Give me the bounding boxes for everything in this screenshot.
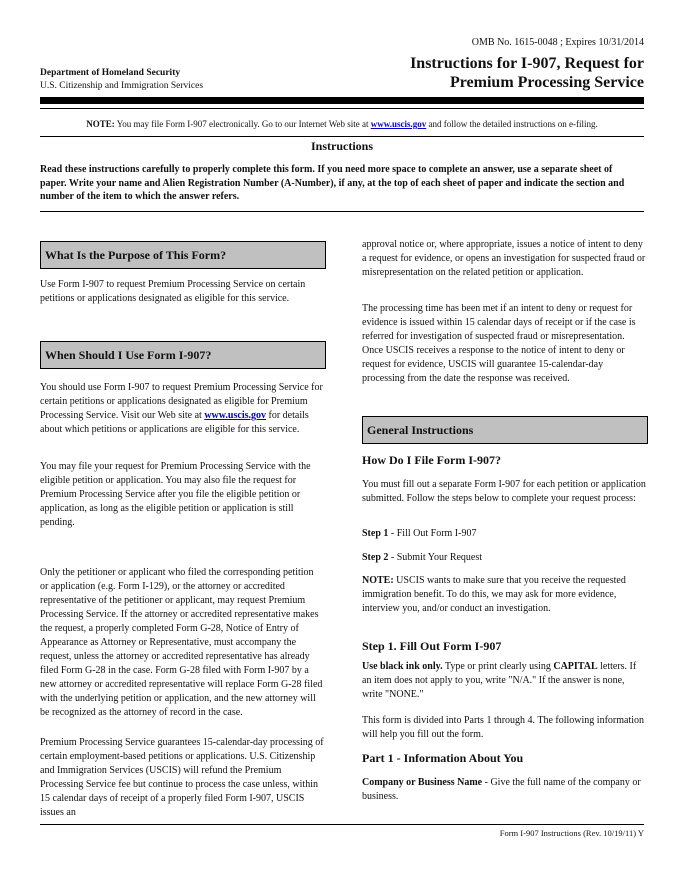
- step-1-heading: Step 1. Fill Out Form I-907: [362, 639, 502, 653]
- note-rule: [40, 136, 644, 137]
- text: CAPITAL: [553, 661, 598, 672]
- title-line-1: Instructions for I-907, Request for: [410, 55, 644, 72]
- agency-block: [40, 67, 203, 93]
- footer-form-revision: Form I-907 Instructions (Rev. 10/19/11) Y: [499, 828, 644, 838]
- step-label: Step 2: [362, 552, 389, 563]
- text: Use black ink only.: [362, 661, 443, 672]
- filing-timing-paragraph: You may file your request for Premium Processing Service with the eligible petition or application. You may also file the request for Premium Processing Service after you file the eligible petition or application, as long as the eligible petition or application is still pending.: [40, 461, 311, 528]
- how-to-file-paragraph: You must fill out a separate Form I-907 for each petition or application submitted. Follow the steps below to complete your request process:: [362, 479, 646, 504]
- section-box-when: When Should I Use Form I-907?: [40, 341, 326, 369]
- instructions-intro: Read these instructions carefully to properly complete this form. If you need more space to complete an answer, use a separate sheet of paper. Write your name and Alien Registration Number (A-Number), if any, at the top of each sheet of paper and indicate the section and number of the item to which the answer refers.: [40, 164, 625, 202]
- section-box-general: General Instructions: [362, 416, 648, 444]
- text: Type or print clearly using: [442, 661, 554, 672]
- note-label: NOTE:: [362, 575, 394, 586]
- step-text: - Submit Your Request: [388, 552, 483, 563]
- when-paragraph: [40, 381, 324, 437]
- who-may-request-paragraph: Only the petitioner or applicant who filed the corresponding petition or application (e.g. Form I-129), or the attorney or accredited representative of the petitioner or applicant, may request Premium Processing Service. If the attorney or accredited representative makes the request, a properly completed Form G-28, Notice of Entry of Appearance as Attorney or Representative, must accompany the request, unless the attorney or accredited representative has already filed Form G-28 in the case. Form G-28 filed with Form I-907 by a new attorney or accredited representative will replace Form G-28 filed with the underlying petition or application, and the new attorney will be recognized as the attorney of record in the case.: [40, 567, 323, 718]
- omb-number: OMB No. 1615-0048 ; Expires 10/31/2014: [471, 37, 644, 48]
- text: letters. If an item does not apply to you, write "N/A." If the answer is none, write "NONE.": [362, 661, 637, 700]
- note-text: USCIS wants to make sure that you receive the requested immigration benefit. To do this, we may ask for more evidence, interview you, and/or conduct an investigation.: [362, 575, 626, 614]
- instructions-heading: Instructions: [310, 139, 373, 153]
- guarantee-paragraph: Premium Processing Service guarantees 15-calendar-day processing of certain employment-based petitions or applications. U.S. Citizenship and Immigration Services (USCIS) will refund the Premium Processing Service fee but continue to process the case unless, within 15 calendar days of receipt of a properly filed Form I-907, USCIS issues an: [40, 737, 324, 818]
- text: You should use Form I-907 to request Premium Processing Service for certain petitions or applications designated as eligible for Premium Processing Service. Visit our Web site at: [40, 382, 323, 421]
- step-text: - Fill Out Form I-907: [388, 528, 477, 539]
- header-rule-thin: [40, 108, 644, 109]
- page-title: [410, 54, 644, 92]
- footer-rule: [40, 824, 644, 825]
- step-label: Step 1: [362, 528, 389, 539]
- step-1-item: [362, 527, 646, 541]
- purpose-paragraph: Use Form I-907 to request Premium Processing Service on certain petitions or applications designated as eligible for this service.: [40, 279, 306, 304]
- parts-paragraph: This form is divided into Parts 1 through 4. The following information will help you fill out the form.: [362, 715, 645, 740]
- department-name: Department of Homeland Security: [40, 68, 181, 78]
- part-1-heading: Part 1 - Information About You: [362, 751, 524, 765]
- note-text: You may file Form I-907 electronically. Go to our Internet Web site at: [114, 119, 371, 129]
- how-to-file-heading: How Do I File Form I-907?: [362, 453, 501, 467]
- header-rule-thick: [40, 97, 644, 104]
- company-name-paragraph: [362, 776, 646, 804]
- text: Company or Business Name: [362, 777, 483, 788]
- agency-name: U.S. Citizenship and Immigration Services: [40, 81, 204, 91]
- evidence-note: [362, 574, 646, 616]
- uscis-link[interactable]: www.uscis.gov: [370, 119, 427, 129]
- approval-paragraph: approval notice or, where appropriate, issues a notice of intent to deny a request for evidence, or opens an investigation for suspected fraud or misrepresentation on the related petition or application.: [362, 239, 646, 278]
- efile-note: [40, 119, 644, 129]
- step-2-item: [362, 551, 646, 565]
- processing-time-paragraph: The processing time has been met if an intent to deny or request for evidence is issued within 15 calendar days of receipt or if the case is referred for investigation of suspected fraud or misrepresentation. Once USCIS receives a response to the notice of intent to deny or request for evidence, USCIS will guarantee 15-calendar-day processing from the date the response was received.: [362, 303, 636, 384]
- text: for details about which petitions or applications are eligible for this service.: [40, 410, 309, 435]
- note-text-end: and follow the detailed instructions on e-filing.: [426, 119, 598, 129]
- text: - Give the full name of the company or business.: [362, 777, 641, 802]
- uscis-link[interactable]: www.uscis.gov: [204, 410, 266, 421]
- note-label: NOTE:: [86, 119, 115, 129]
- intro-rule: [40, 211, 644, 212]
- ink-paragraph: [362, 660, 646, 702]
- title-line-2: Premium Processing Service: [449, 74, 644, 91]
- section-box-purpose: What Is the Purpose of This Form?: [40, 241, 326, 269]
